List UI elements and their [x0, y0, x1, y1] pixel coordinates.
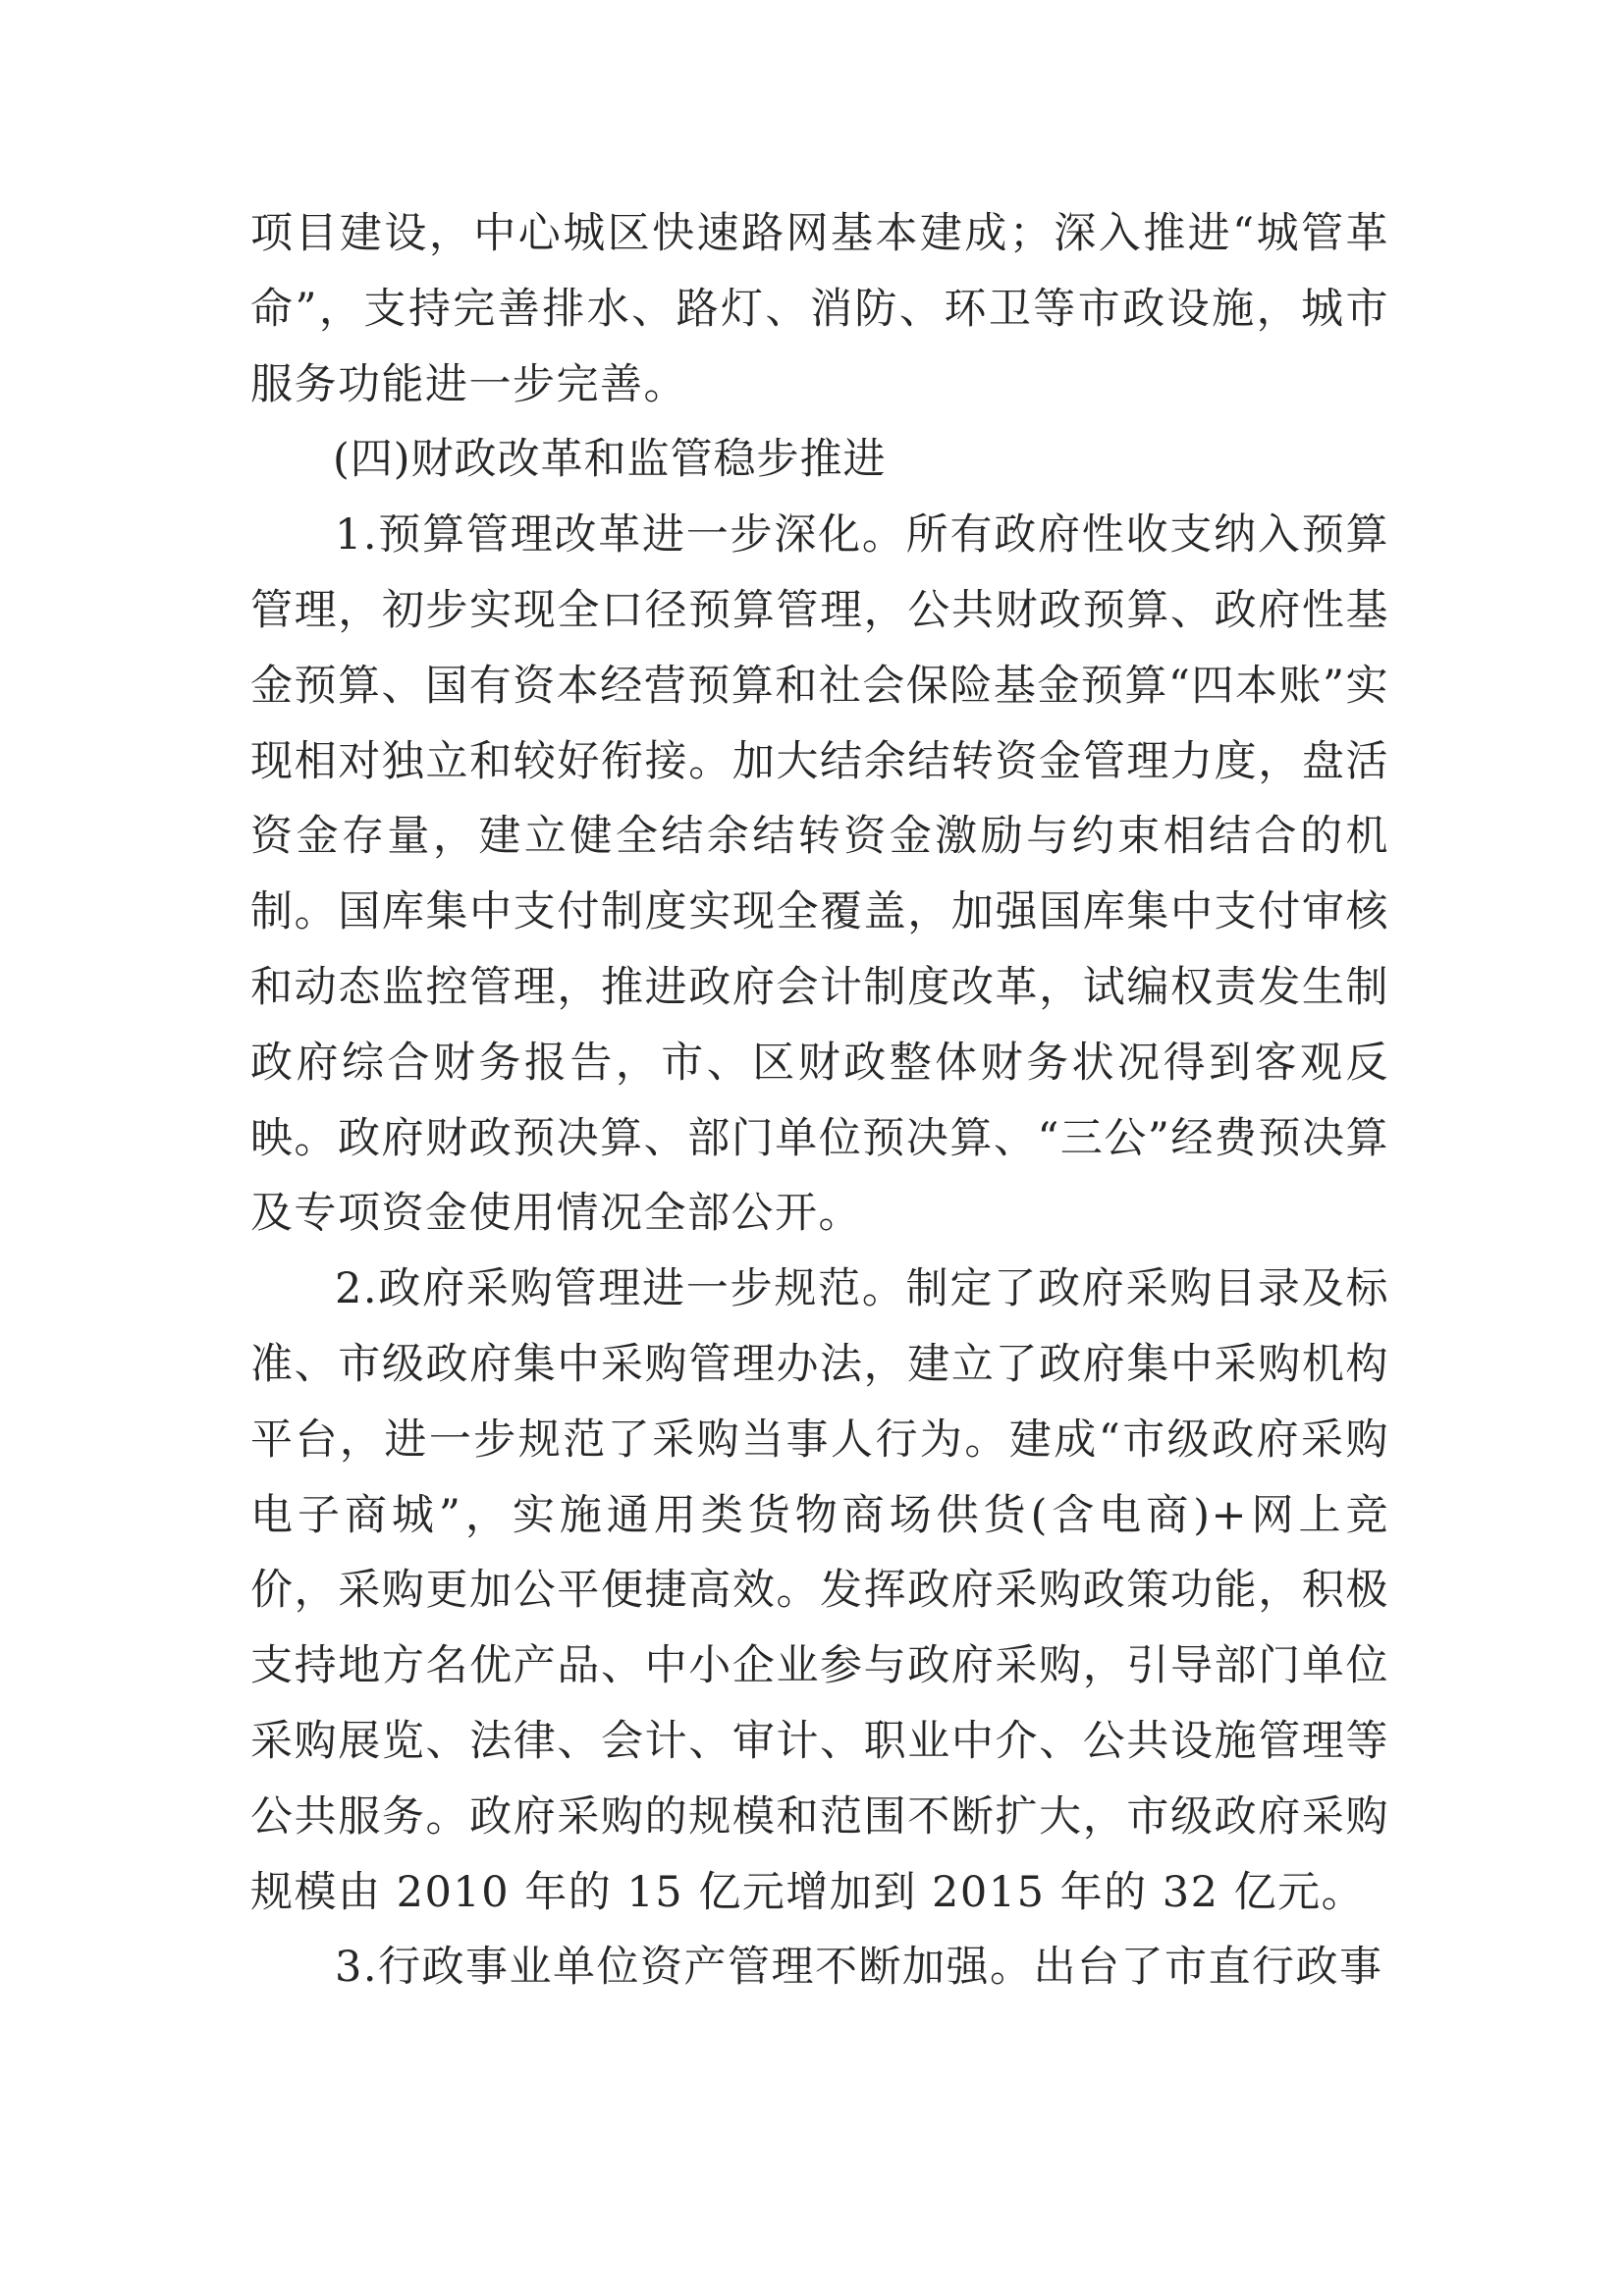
- document-body: [250, 196, 1389, 2005]
- section-heading: (四)财政改革和监管稳步推进: [333, 435, 887, 485]
- paragraph-budget-reform: 1.预算管理改革进一步深化。所有政府性收支纳入预算管理，初步实现全口径预算管理，公共财政预算、政府性基金预算、国有资本经营预算和社会保险基金预算“四本账”实现相对独立和较好衔接。加大结余结转资金管理力度，盘活资金存量，建立健全结余结转资金激励与约束相结合的机制。国库集中支付制度实现全覆盖，加强国库集中支付审核和动态监控管理，推进政府会计制度改革，试编权责发生制政府综合财务报告，市、区财政整体财务状况得到客观反映。政府财政预决算、部门单位预决算、“三公”经费预决算及专项资金使用情况全部公开。: [250, 510, 1389, 1239]
- paragraph-procurement: 2.政府采购管理进一步规范。制定了政府采购目录及标准、市级政府集中采购管理办法，建立了政府集中采购机构平台，进一步规范了采购当事人行为。建成“市级政府采购电子商城”，实施通用类货物商场供货(含电商)+网上竞价，采购更加公平便捷高效。发挥政府采购政策功能，积极支持地方名优产品、中小企业参与政府采购，引导部门单位采购展览、法律、会计、审计、职业中介、公共设施管理等公共服务。政府采购的规模和范围不断扩大，市级政府采购规模由 2010 年的 15 亿元增加到 2015 年的 32 亿元。: [250, 1264, 1389, 1917]
- paragraph-asset-management: 3.行政事业单位资产管理不断加强。出台了市直行政事: [335, 1943, 1383, 1993]
- paragraph-continuation: 项目建设，中心城区快速路网基本建成；深入推进“城管革命”，支持完善排水、路灯、消防、环卫等市政设施，城市服务功能进一步完善。: [250, 209, 1389, 409]
